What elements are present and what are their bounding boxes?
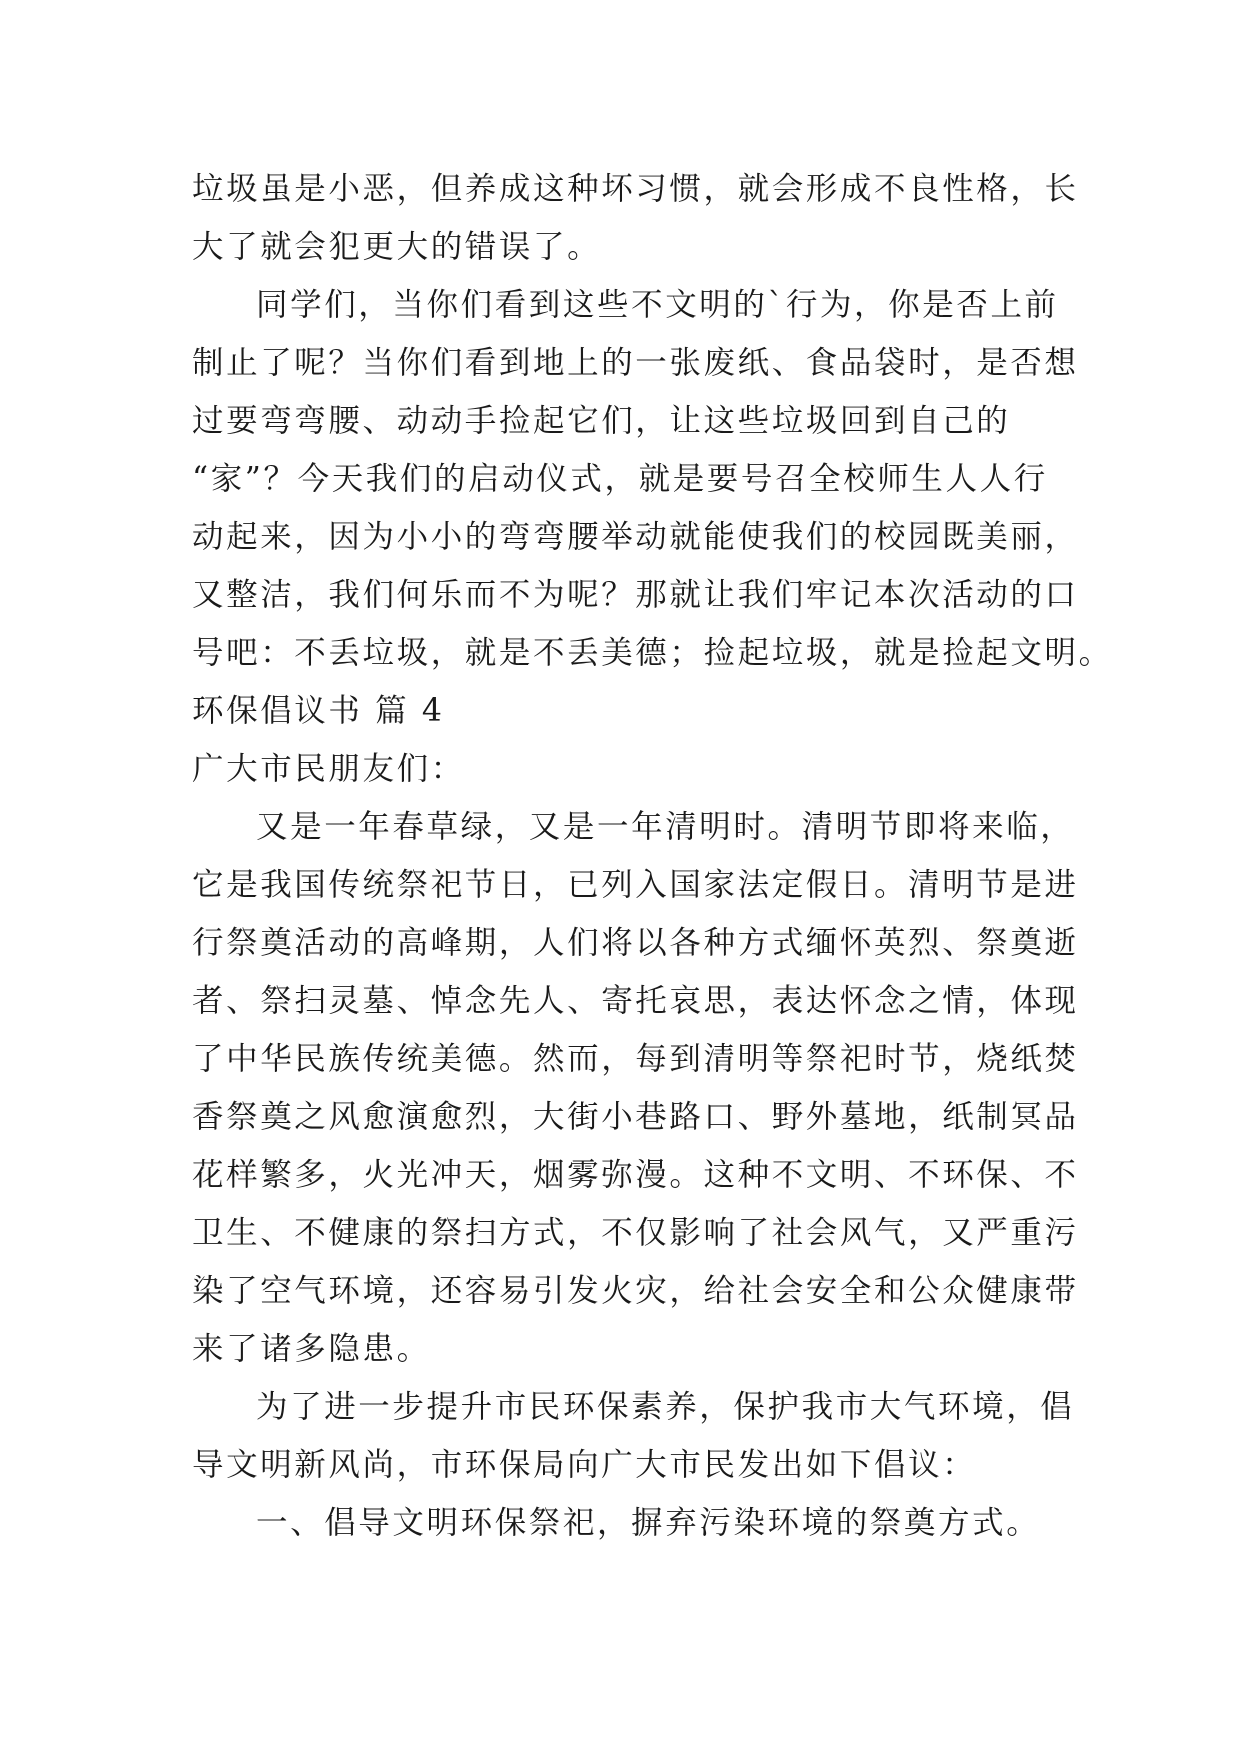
text-line: 导文明新风尚，市环保局向广大市民发出如下倡议：: [192, 1447, 977, 1483]
section-heading: 环保倡议书 篇 4: [192, 693, 445, 729]
text-line: 来了诸多隐患。: [192, 1331, 431, 1367]
document-body: [192, 160, 1113, 1552]
text-line: 又整洁，我们何乐而不为呢？那就让我们牢记本次活动的口: [192, 577, 1079, 613]
text-line: 过要弯弯腰、动动手捡起它们，让这些垃圾回到自己的: [192, 403, 1011, 439]
text-line: 行祭奠活动的高峰期，人们将以各种方式缅怀英烈、祭奠逝: [192, 925, 1079, 961]
salutation: 广大市民朋友们：: [192, 751, 465, 787]
text-line: 染了空气环境，还容易引发火灾，给社会安全和公众健康带: [192, 1273, 1079, 1309]
text-line: 动起来，因为小小的弯弯腰举动就能使我们的校园既美丽，: [192, 519, 1079, 555]
text-line: 为了进一步提升市民环保素养，保护我市大气环境，倡: [256, 1389, 1075, 1425]
text-line: 制止了呢？当你们看到地上的一张废纸、食品袋时，是否想: [192, 345, 1079, 381]
text-line: 者、祭扫灵墓、悼念先人、寄托哀思，表达怀念之情，体现: [192, 983, 1079, 1019]
text-line: 又是一年春草绿，又是一年清明时。清明节即将来临，: [256, 809, 1075, 845]
text-line: 卫生、不健康的祭扫方式，不仅影响了社会风气，又严重污: [192, 1215, 1079, 1251]
text-line: 同学们，当你们看到这些不文明的`行为，你是否上前: [256, 287, 1059, 323]
text-line: 号吧：不丢垃圾，就是不丢美德；捡起垃圾，就是捡起文明。: [192, 635, 1113, 671]
text-line: “家”？今天我们的启动仪式，就是要号召全校师生人人行: [192, 461, 1048, 497]
text-line: 一、倡导文明环保祭祀，摒弃污染环境的祭奠方式。: [256, 1505, 1041, 1541]
text-line: 了中华民族传统美德。然而，每到清明等祭祀时节，烧纸焚: [192, 1041, 1079, 1077]
text-line: 花样繁多，火光冲天，烟雾弥漫。这种不文明、不环保、不: [192, 1157, 1079, 1193]
text-line: 垃圾虽是小恶，但养成这种坏习惯，就会形成不良性格，长: [192, 171, 1079, 207]
text-line: 大了就会犯更大的错误了。: [192, 229, 602, 265]
text-line: 它是我国传统祭祀节日，已列入国家法定假日。清明节是进: [192, 867, 1079, 903]
text-line: 香祭奠之风愈演愈烈，大街小巷路口、野外墓地，纸制冥品: [192, 1099, 1079, 1135]
